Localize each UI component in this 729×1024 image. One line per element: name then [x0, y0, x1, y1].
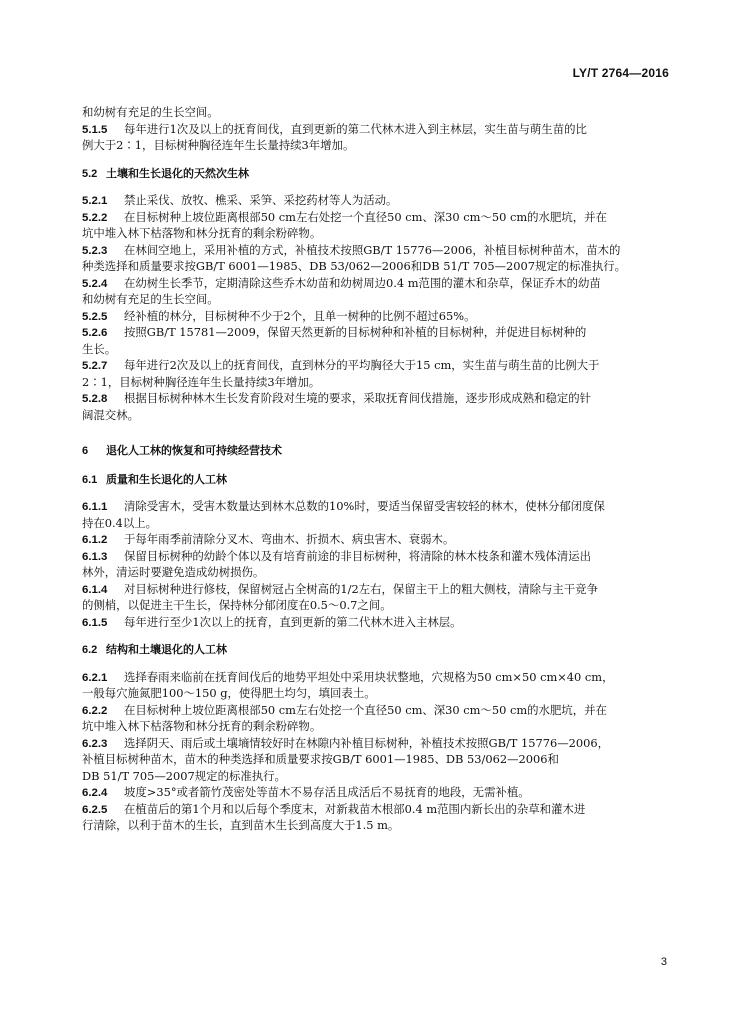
line-text: 2∶1，目标树种胸径连年生长量持续3年增加。	[82, 374, 321, 389]
clause-paragraph	[82, 308, 662, 325]
clause-number: 5.2.7	[82, 360, 108, 372]
paragraph-line	[82, 784, 662, 801]
paragraph-line	[82, 357, 662, 374]
spacer	[82, 630, 662, 642]
line-text: 生长。	[82, 341, 117, 356]
clause-number: 5.2.2	[82, 211, 108, 224]
line-text: 持在0.4以上。	[82, 515, 158, 530]
paragraph-line	[82, 291, 662, 308]
line-text: 的侧梢，以促进主干生长，保持林分郁闭度在0.5～0.7之间。	[82, 598, 392, 612]
section-title: 质量和生长退化的人工林	[106, 472, 227, 486]
clause-paragraph	[82, 784, 662, 801]
line-text: 种类选择和质量要求按GB/T 6001—1985、DB 53/062—2006和DB 51/T 705—2007规定的标准执行。	[82, 259, 627, 273]
clause-number: 6.2.1	[82, 671, 108, 684]
line-text: 补植目标树种苗木，苗木的种类选择和质量要求按GB/T 6001—1985、DB 53/062—2006和	[82, 752, 559, 766]
line-text: 经补植的林分，目标树种不少于2个，且单一树种的比例不超过65%。	[124, 308, 476, 323]
paragraph-line	[82, 801, 662, 818]
page-number: 3	[660, 956, 667, 968]
spacer	[82, 154, 662, 166]
line-text: 选择阴天、雨后或土壤墒情较好时在林隙内补植目标树种，补植技术按照GB/T 15776—2006，	[124, 735, 610, 750]
section-number: 6	[82, 445, 89, 457]
clause-number: 6.1.3	[82, 550, 108, 563]
line-text: 每年进行1次及以上的抚育间伐，直到更新的第二代林木进入到主林层，实生苗与萌生苗的比	[124, 121, 587, 136]
line-text: 例大于2∶1，目标树种胸径连年生长量持续3年增加。	[82, 138, 355, 152]
paragraph-line	[82, 341, 662, 358]
clause-paragraph	[82, 209, 662, 242]
paragraph-line	[82, 768, 662, 785]
section-heading	[82, 443, 662, 460]
paragraph-line	[82, 718, 662, 735]
clause-number: 5.2.1	[82, 195, 108, 207]
line-text: 坑中堆入林下枯落物和林分抚育的剩余粉碎物。	[82, 719, 322, 733]
spacer	[82, 423, 662, 443]
line-text: 于每年雨季前清除分叉木、弯曲木、折损木、病虫害木、衰弱木。	[124, 532, 455, 546]
line-text: 根据目标树种林木生长发育阶段对生境的要求，采取抚育间伐措施，逐步形成成熟和稳定的针	[124, 391, 592, 405]
clause-number: 5.2.5	[82, 310, 108, 323]
line-text: 选择春雨来临前在抚育间伐后的地势平坦处中采用块状整地，穴规格为50 cm×50 cm×40 cm，	[124, 669, 614, 684]
paragraph-line	[82, 324, 662, 341]
section-heading	[82, 166, 662, 183]
clause-paragraph	[82, 548, 662, 581]
clause-paragraph	[82, 390, 662, 423]
clause-number: 6.1.4	[82, 583, 108, 596]
paragraph-line	[82, 735, 662, 752]
document-body	[82, 104, 662, 834]
clause-number: 6.2.5	[82, 803, 108, 816]
clause-number: 6.1.2	[82, 534, 108, 546]
paragraph-line	[82, 685, 662, 702]
line-text: 在植苗后的第1个月和以后每个季度末，对新栽苗木根部0.4 m范围内新长出的杂草和灌木进	[124, 801, 586, 816]
clause-number: 6.2.2	[82, 704, 108, 717]
paragraph-line	[82, 751, 662, 768]
spacer	[82, 659, 662, 669]
clause-paragraph	[82, 324, 662, 357]
clause-paragraph	[82, 669, 662, 702]
paragraph-line	[82, 597, 662, 614]
paragraph-line	[82, 192, 662, 209]
clause-number: 6.1.1	[82, 501, 108, 513]
clause-paragraph	[82, 121, 662, 154]
clause-paragraph	[82, 357, 662, 390]
paragraph-line	[82, 564, 662, 581]
paragraph-line	[82, 225, 662, 242]
spacer	[82, 182, 662, 192]
clause-paragraph	[82, 498, 662, 531]
clause-number: 5.2.8	[82, 393, 108, 405]
clause-number: 6.2.4	[82, 787, 108, 799]
clause-paragraph	[82, 702, 662, 735]
section-number: 6.2	[82, 644, 98, 656]
line-text: 保留目标树种的幼龄个体以及有培育前途的非目标树种，将清除的林木枝条和灌木残体清运出	[124, 548, 592, 563]
line-text: 和幼树有充足的生长空间。	[82, 292, 219, 306]
clause-paragraph	[82, 531, 662, 548]
paragraph-line	[82, 374, 662, 391]
clause-paragraph	[82, 192, 662, 209]
line-text: 阔混交林。	[82, 407, 139, 422]
paragraph-line	[82, 137, 662, 154]
paragraph-line	[82, 258, 662, 275]
line-text: 每年进行2次及以上的抚育间伐，直到林分的平均胸径大于15 cm，实生苗与萌生苗的比例大于	[124, 358, 600, 372]
paragraph-line	[82, 390, 662, 407]
line-text: 对目标树种进行修枝，保留树冠占全树高的1/2左右，保留主干上的粗大侧枝，清除与主干竞争	[124, 581, 598, 596]
line-text: 行清除，以利于苗木的生长，直到苗木生长到高度大于1.5 m。	[82, 818, 400, 832]
paragraph-line	[82, 515, 662, 532]
clause-paragraph	[82, 581, 662, 614]
section-number: 6.1	[82, 473, 98, 486]
clause-paragraph	[82, 275, 662, 308]
line-text: 坑中堆入林下枯落物和林分抚育的剩余粉碎物。	[82, 226, 322, 240]
section-title: 退化人工林的恢复和可持续经营技术	[106, 444, 282, 457]
line-text: 在林间空地上，采用补植的方式，补植技术按照GB/T 15776—2006，补植目标树种苗木，苗木的	[124, 242, 621, 257]
paragraph-line	[82, 308, 662, 325]
paragraph-line	[82, 548, 662, 565]
paragraph-line	[82, 407, 662, 424]
clause-paragraph	[82, 104, 662, 121]
spacer	[82, 488, 662, 498]
line-text: 每年进行至少1次以上的抚育，直到更新的第二代林木进入主林层。	[124, 614, 462, 629]
clause-number: 6.2.3	[82, 737, 108, 750]
paragraph-line	[82, 531, 662, 548]
line-text: 按照GB/T 15781—2009，保留天然更新的目标树种和补植的目标树种，并促进目标树种的	[124, 325, 587, 339]
paragraph-line	[82, 209, 662, 226]
section-heading	[82, 642, 662, 659]
paragraph-line	[82, 614, 662, 631]
paragraph-line	[82, 669, 662, 686]
clause-number: 6.1.5	[82, 616, 108, 629]
standard-code-header: LY/T 2764—2016	[572, 66, 669, 80]
clause-number: 5.2.6	[82, 327, 108, 339]
line-text: DB 51/T 705—2007规定的标准执行。	[82, 768, 286, 783]
paragraph-line	[82, 242, 662, 259]
paragraph-line	[82, 498, 662, 515]
clause-paragraph	[82, 801, 662, 834]
section-number: 5.2	[82, 167, 98, 180]
line-text: 和幼树有充足的生长空间。	[82, 105, 219, 119]
paragraph-line	[82, 581, 662, 598]
line-text: 林外，清运时要避免造成幼树损伤。	[82, 565, 265, 579]
paragraph-line	[82, 121, 662, 138]
section-title: 土壤和生长退化的天然次生林	[106, 166, 249, 180]
paragraph-line	[82, 702, 662, 719]
line-text: 坡度>35°或者箭竹茂密处等苗木不易存活且成活后不易抚育的地段，无需补植。	[124, 785, 530, 799]
line-text: 在目标树种上坡位距离根部50 cm左右处挖一个直径50 cm、深30 cm～50 cm的水肥坑，并在	[124, 702, 607, 717]
clause-number: 5.2.4	[82, 277, 108, 290]
paragraph-line	[82, 104, 662, 121]
paragraph-line	[82, 275, 662, 292]
line-text: 禁止采伐、放牧、樵采、采笋、采挖药材等人为活动。	[124, 193, 398, 207]
clause-number: 5.2.3	[82, 244, 108, 257]
spacer	[82, 460, 662, 472]
line-text: 在目标树种上坡位距离根部50 cm左右处挖一个直径50 cm、深30 cm～50 cm的水肥坑，并在	[124, 209, 607, 224]
line-text: 在幼树生长季节，定期清除这些乔木幼苗和幼树周边0.4 m范围的灌木和杂草，保证乔木的幼苗	[124, 275, 601, 290]
clause-number: 5.1.5	[82, 123, 108, 136]
clause-paragraph	[82, 242, 662, 275]
clause-paragraph	[82, 735, 662, 785]
line-text: 一般每穴施氮肥100～150 g，使得肥土均匀，填回表土。	[82, 686, 376, 700]
section-heading	[82, 472, 662, 489]
paragraph-line	[82, 817, 662, 834]
line-text: 清除受害木，受害木数量达到林木总数的10%时，要适当保留受害较轻的林木，使林分郁闭度保	[124, 499, 605, 513]
clause-paragraph	[82, 614, 662, 631]
section-title: 结构和土壤退化的人工林	[106, 643, 227, 656]
